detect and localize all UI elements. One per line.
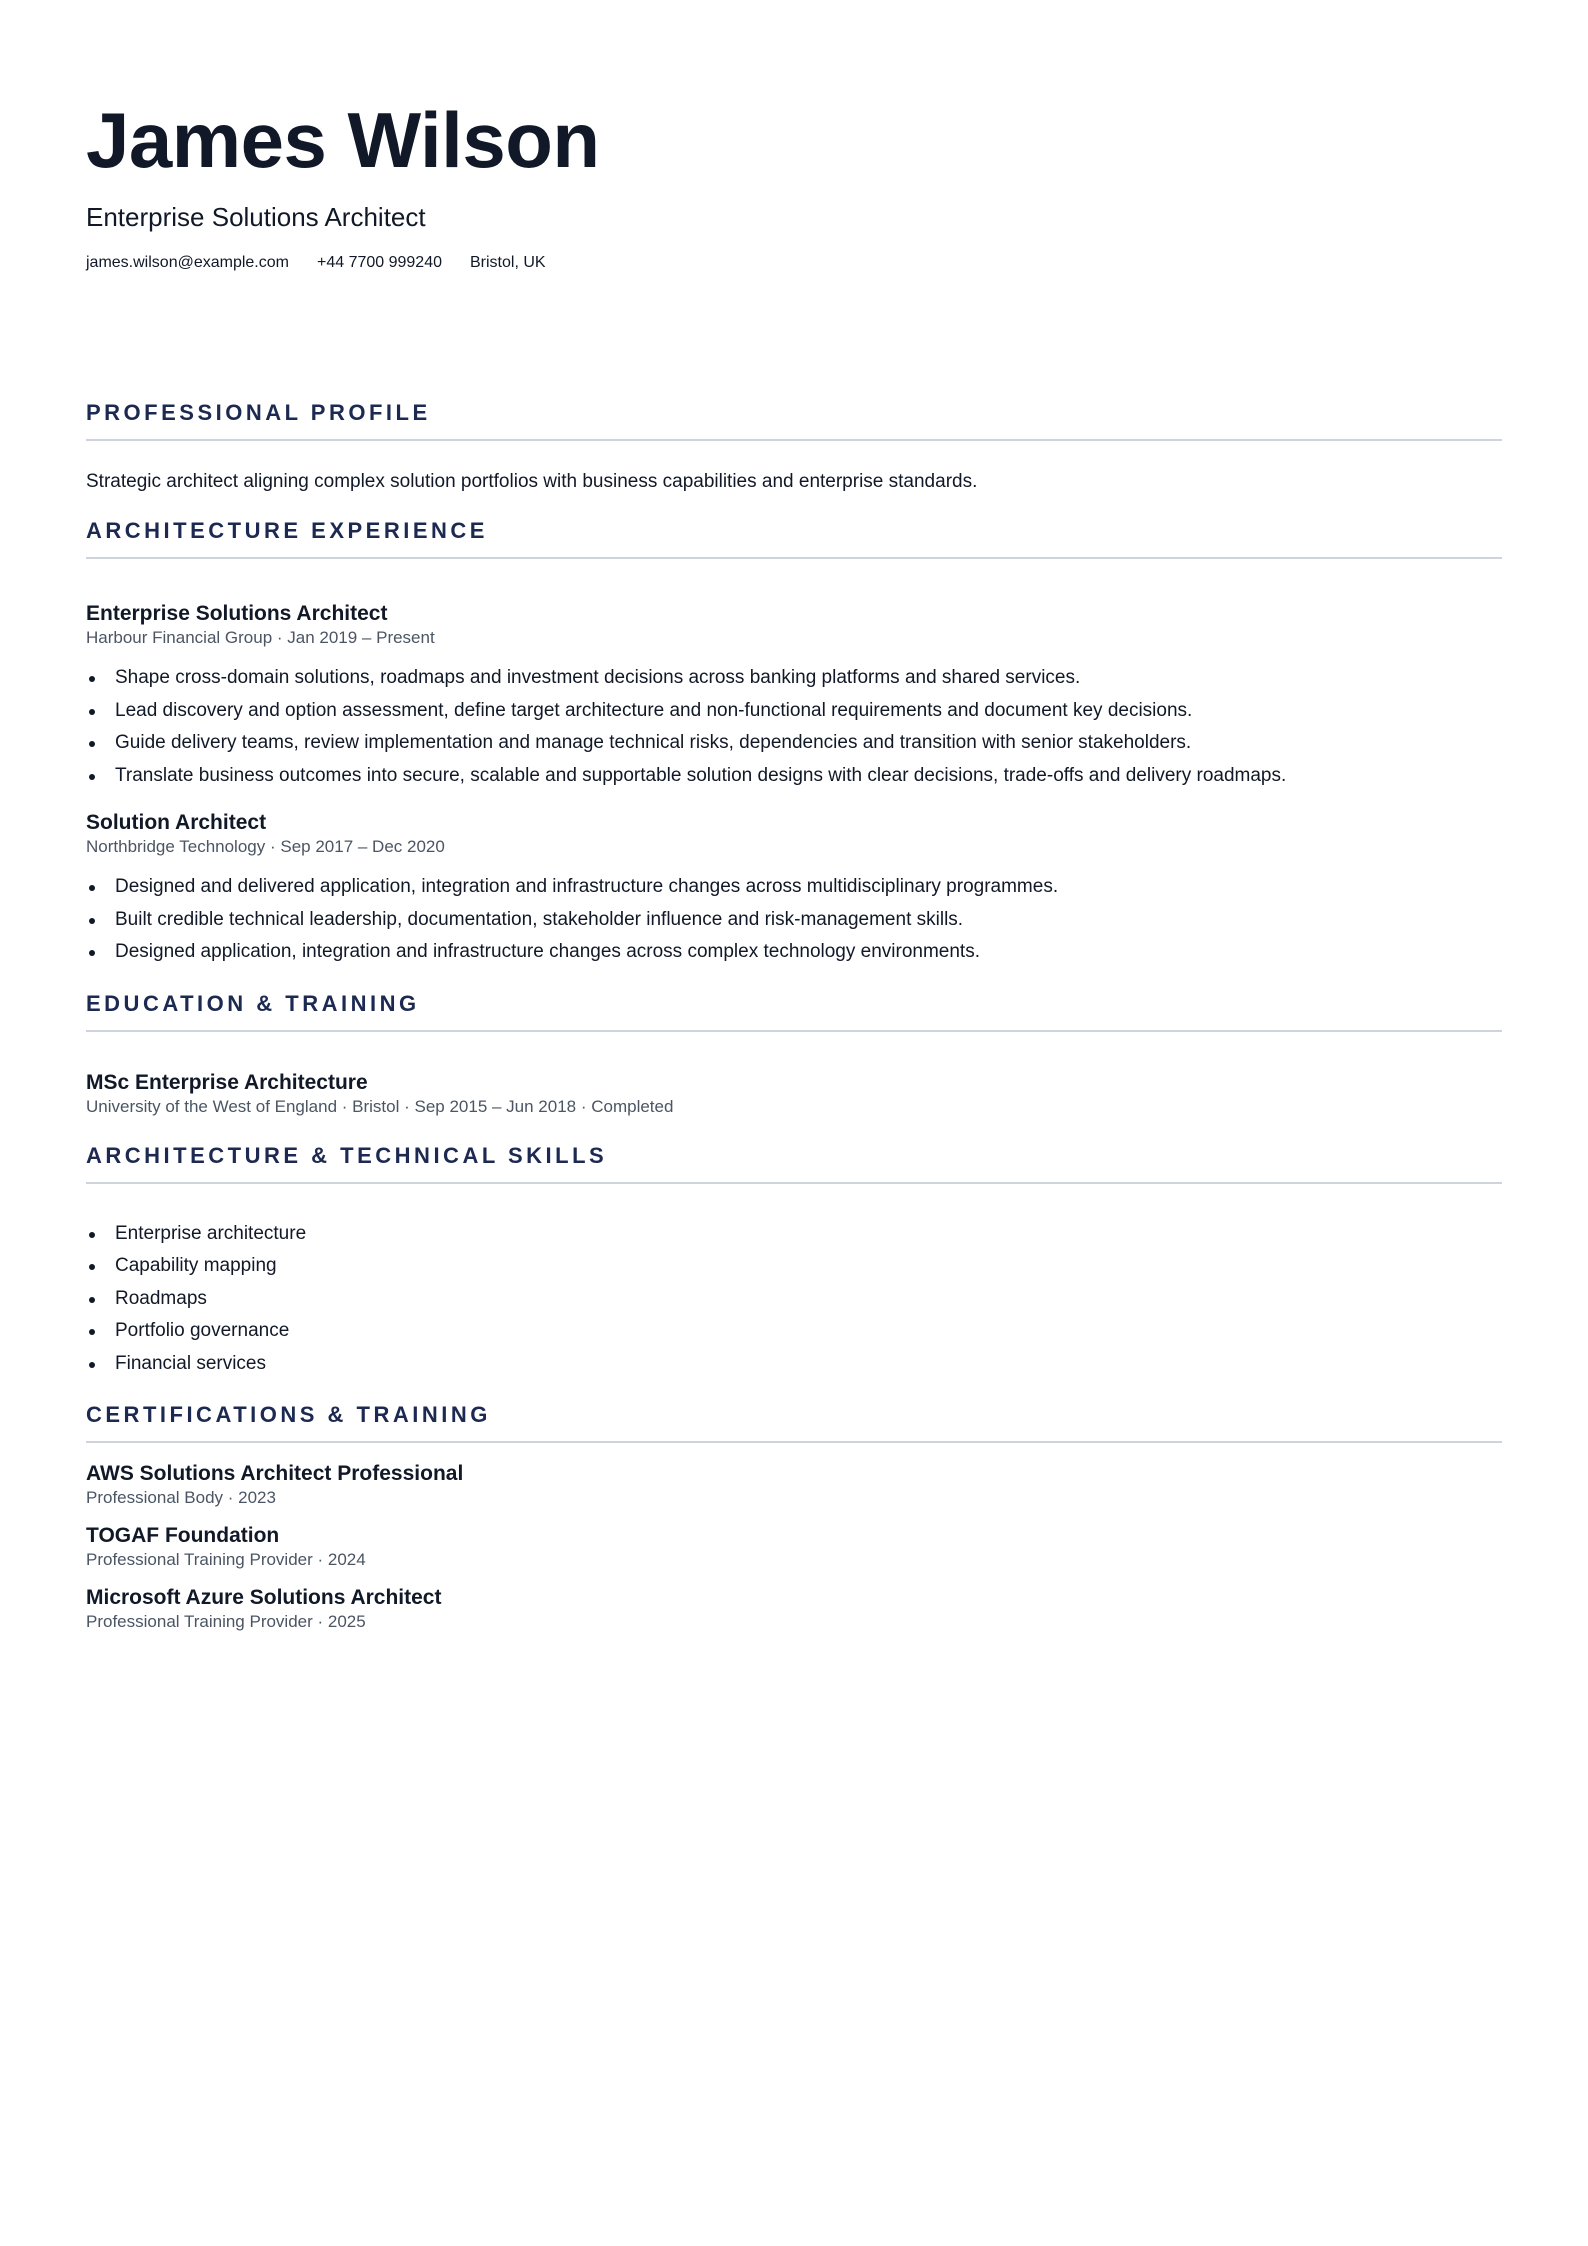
section-divider [86,439,1502,441]
education-entry [86,1070,1502,1118]
section-title-certifications: CERTIFICATIONS & TRAINING [86,1402,491,1427]
profile-summary: Strategic architect aligning complex solution portfolios with business capabilities and enterprise standards. [86,471,978,492]
certification-name: TOGAF Foundation [86,1524,280,1547]
job-meta: Harbour Financial Group · Jan 2019 – Present [86,628,435,647]
certification-meta: Professional Body · 2023 [86,1488,276,1507]
job-entry [86,601,1502,792]
experience-section [86,517,1502,969]
job-bullet: Translate business outcomes into secure, scalable and supportable solution designs with clear decisions, trade-offs and delivery roadmaps. [115,760,1502,793]
certification-entry [86,1585,1502,1633]
section-title-skills: ARCHITECTURE & TECHNICAL SKILLS [86,1142,608,1168]
job-title: Enterprise Solutions Architect [86,602,388,625]
certification-name: AWS Solutions Architect Professional [86,1462,464,1485]
section-divider [86,1182,1502,1184]
job-meta: Northbridge Technology · Sep 2017 – Dec 2020 [86,837,445,856]
skill-item: Portfolio governance [115,1315,1502,1348]
section-divider [86,557,1502,559]
skills-list [86,1218,1502,1381]
job-bullets [86,871,1502,969]
certification-entry [86,1461,1502,1509]
contact-location: Bristol, UK [470,254,546,271]
certification-meta: Professional Training Provider · 2025 [86,1612,366,1631]
skill-item: Enterprise architecture [115,1218,1502,1251]
job-bullet: Lead discovery and option assessment, define target architecture and non-functional requirements and document key decisions. [115,695,1502,728]
skills-section [86,1142,1502,1381]
job-bullet: Shape cross-domain solutions, roadmaps and investment decisions across banking platforms and shared services. [115,662,1502,695]
contact-phone[interactable]: +44 7700 999240 [316,254,442,271]
job-bullets [86,662,1502,792]
degree-meta: University of the West of England · Bristol · Sep 2015 – Jun 2018 · Completed [86,1096,674,1116]
contact-email[interactable]: james.wilson@example.com [86,254,289,271]
job-bullet: Built credible technical leadership, documentation, stakeholder influence and risk-management skills. [115,904,1502,937]
section-divider [86,1441,1502,1443]
certification-meta: Professional Training Provider · 2024 [86,1550,366,1569]
skill-item: Roadmaps [115,1283,1502,1316]
certifications-section [86,1401,1502,1633]
section-title-profile: PROFESSIONAL PROFILE [86,400,431,425]
job-bullet: Designed application, integration and infrastructure changes across complex technology environments. [115,936,1502,969]
contact-line [86,253,1502,273]
candidate-headline: Enterprise Solutions Architect [86,202,426,232]
section-divider [86,1030,1502,1032]
skill-item: Financial services [115,1348,1502,1381]
certification-name: Microsoft Azure Solutions Architect [86,1586,442,1609]
job-title: Solution Architect [86,811,267,834]
skill-item: Capability mapping [115,1250,1502,1283]
candidate-name: James Wilson [86,96,600,184]
education-section [86,990,1502,1118]
job-bullet: Guide delivery teams, review implementation and manage technical risks, dependencies and transition with senior stakeholders. [115,727,1502,760]
section-title-education: EDUCATION & TRAINING [86,990,420,1016]
profile-section [86,399,1502,496]
certification-entry [86,1523,1502,1571]
job-entry [86,810,1502,969]
section-title-experience: ARCHITECTURE EXPERIENCE [86,518,488,543]
job-bullet: Designed and delivered application, integration and infrastructure changes across multidisciplinary programmes. [115,871,1502,904]
degree-title: MSc Enterprise Architecture [86,1070,368,1094]
